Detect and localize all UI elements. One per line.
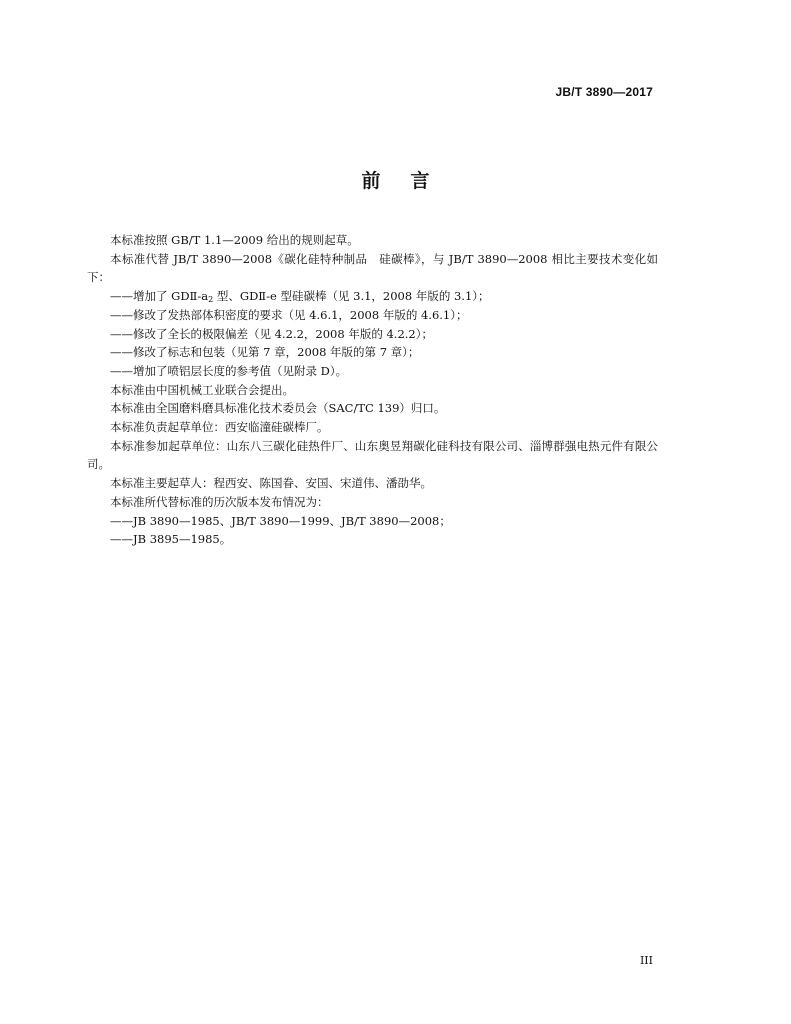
change-item-text: ——增加了 GDⅡ-a bbox=[110, 289, 209, 304]
subscript: 2 bbox=[208, 295, 214, 305]
paragraph-participating-drafters: 本标准参加起草单位：山东八三碳化硅热件厂、山东奥昱翔碳化硅科技有限公司、淄博群强电热元件有限公司。 bbox=[87, 438, 658, 472]
history-item-2: ——JB 3895—1985。 bbox=[110, 532, 232, 547]
foreword-body bbox=[87, 231, 658, 549]
paragraph-lead-drafter: 本标准负责起草单位：西安临潼硅碳棒厂。 bbox=[110, 420, 329, 435]
page-number: III bbox=[639, 954, 653, 967]
history-item-1: ——JB 3890—1985、JB/T 3890—1999、JB/T 3890—2008； bbox=[110, 513, 451, 528]
change-item-length-tolerance: ——修改了全长的极限偏差（见 4.2.2，2008 年版的 4.2.2）； bbox=[110, 326, 434, 341]
change-item-text-tail: 型、GDⅡ-e 型硅碳棒（见 3.1，2008 年版的 3.1）； bbox=[213, 289, 490, 304]
paragraph-main-drafters: 本标准主要起草人：程西安、陈国眷、安国、宋道伟、潘劭华。 bbox=[110, 476, 432, 491]
paragraph-drafting-rules: 本标准按照 GB/T 1.1—2009 给出的规则起草。 bbox=[110, 233, 359, 247]
title-char-2: 言 bbox=[410, 170, 430, 192]
paragraph-administered-by: 本标准由全国磨料磨具标准化技术委员会（SAC/TC 139）归口。 bbox=[110, 401, 446, 416]
paragraph-replacement: 本标准代替 JB/T 3890—2008《碳化硅特种制品 硅碳棒》，与 JB/T 3890—2008 相比主要技术变化如下： bbox=[87, 251, 658, 285]
change-item-marking: ——修改了标志和包装（见第 7 章，2008 年版的第 7 章）； bbox=[110, 345, 420, 360]
title-char-1: 前 bbox=[361, 170, 381, 192]
change-item-added-types bbox=[87, 287, 658, 306]
paragraph-history-intro: 本标准所代替标准的历次版本发布情况为： bbox=[110, 494, 329, 509]
change-item-aluminum-layer: ——增加了喷铝层长度的参考值（见附录 D）。 bbox=[110, 363, 348, 378]
change-item-density: ——修改了发热部体积密度的要求（见 4.6.1，2008 年版的 4.6.1）； bbox=[110, 307, 468, 322]
paragraph-proposed-by: 本标准由中国机械工业联合会提出。 bbox=[110, 382, 294, 397]
standard-code: JB/T 3890—2017 bbox=[555, 85, 653, 99]
page-title bbox=[0, 166, 791, 193]
